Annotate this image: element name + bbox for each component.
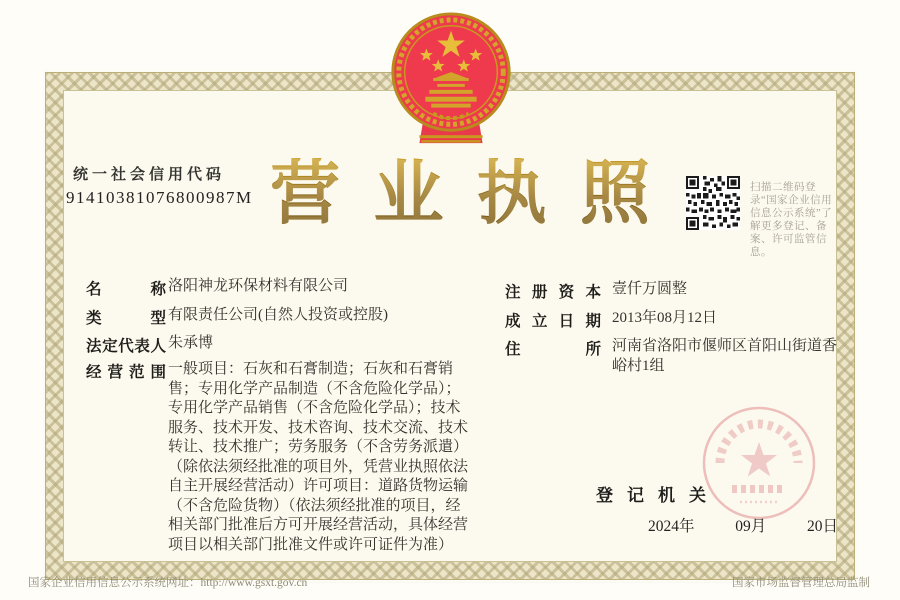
credit-code-value: 91410381076800987M: [66, 188, 253, 207]
field-label-type: 类型: [86, 310, 166, 327]
official-red-seal: [698, 402, 820, 524]
field-label-name: 名称: [86, 281, 166, 298]
field-label-business-scope: 经营范围: [86, 364, 166, 381]
qr-caption-text: 扫描二维码登录“国家企业信用信息公示系统”了解更多登记、备案、许可监管信息。: [750, 182, 833, 258]
title-char: 业: [373, 154, 444, 232]
china-national-emblem-icon: [382, 8, 520, 150]
license-title: [270, 154, 650, 232]
field-label-legal-representative: 法定代表人: [86, 338, 166, 355]
field-value-name: 洛阳神龙环保材料有限公司: [168, 278, 349, 294]
field-label-address: 住所: [505, 341, 601, 358]
title-char: 照: [579, 154, 650, 232]
field-label-registered-capital: 注册资本: [505, 284, 601, 301]
footer-public-system-url: 国家企业信用信息公示系统网址：http://www.gsxt.gov.cn: [28, 577, 308, 589]
issue-date-month: 09月: [735, 518, 767, 535]
field-value-establishment-date: 2013年08月12日: [612, 310, 718, 326]
field-value-business-scope: 一般项目：石灰和石膏制造；石灰和石膏销售；专用化学产品制造（不含危险化学品）；专用化学产品销售（不含危险化学品）；技术服务、技术开发、技术咨询、技术交流、技术转让、技术推广；劳务服务（不含劳务派遣）（除依法须经批准的项目外，凭营业执照依法自主开展经营活动）许可项目：道路货物运输（不含危险货物）（依法须经批准的项目，经相关部门批准后方可开展经营活动，具体经营项目以相关部门批准文件或许可证件为准）: [168, 361, 469, 553]
field-label-establishment-date: 成立日期: [505, 313, 601, 330]
credit-code-label: 统一社会信用代码: [73, 166, 226, 183]
title-char: 营: [270, 154, 340, 232]
issue-date-day: 20日: [806, 518, 838, 535]
issue-date-year: 2024年: [648, 518, 695, 535]
qr-code-icon: [686, 176, 740, 230]
field-value-registered-capital: 壹仟万圆整: [612, 281, 688, 297]
footer-issuer-text: 国家市场监督管理总局监制: [732, 577, 870, 589]
registration-authority-label: 登记机关: [596, 486, 706, 505]
field-value-type: 有限责任公司(自然人投资或控股): [168, 307, 388, 323]
field-value-legal-representative: 朱承博: [168, 335, 214, 351]
field-value-address: 河南省洛阳市偃师区首阳山街道香峪村1组: [612, 338, 838, 374]
issue-date: [648, 514, 838, 536]
title-char: 执: [476, 154, 547, 232]
